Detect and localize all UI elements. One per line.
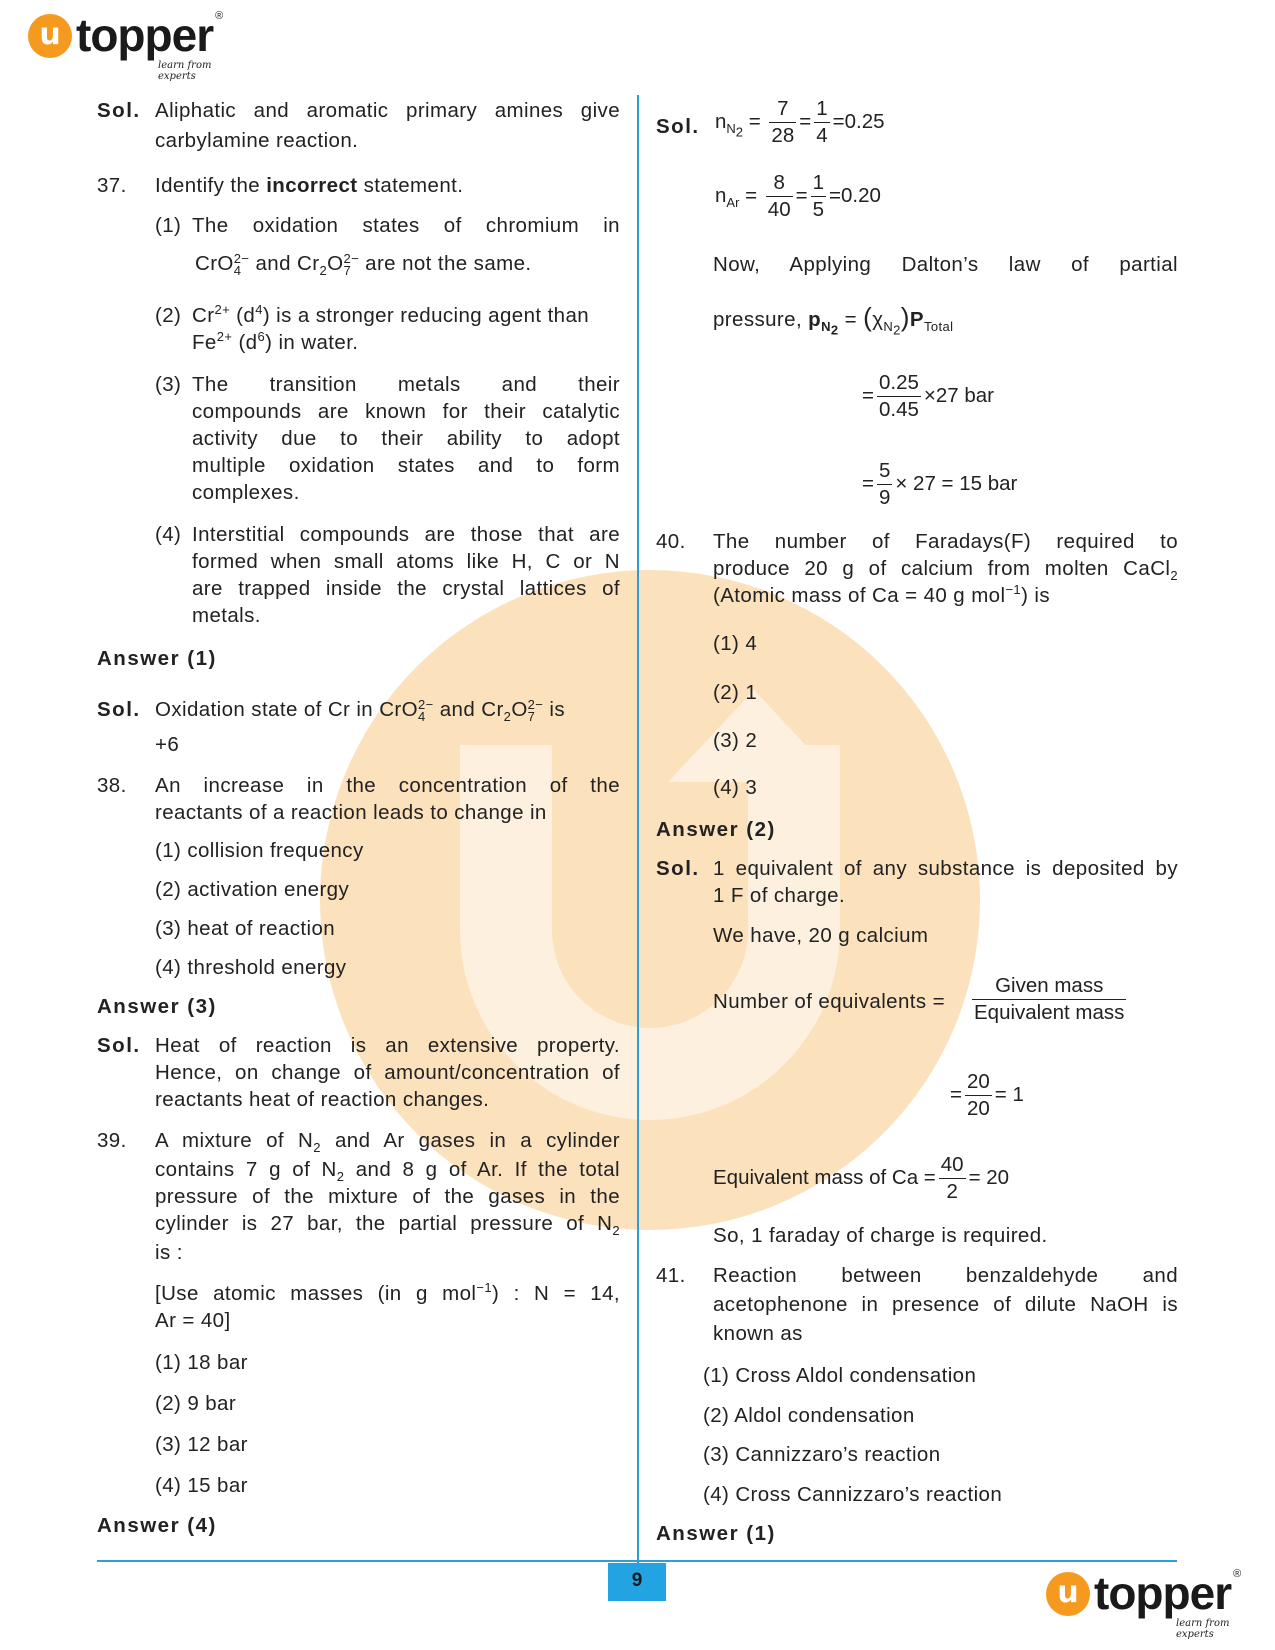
option-text: The transition metals and their — [192, 373, 620, 396]
question-hint: Ar = 40] — [155, 1309, 231, 1332]
option-text: (3) heat of reaction — [155, 917, 336, 940]
option-text: (3) 2 — [713, 729, 758, 752]
question-text: Identify the incorrect statement. — [155, 174, 464, 197]
sol-text: Now, Applying Dalton’s law of partial — [713, 253, 1178, 276]
sol-label: Sol. — [97, 1034, 141, 1057]
sol-text: We have, 20 g calcium — [713, 924, 929, 947]
math-line: $n_{Ar}$ = $\frac{8}{40}$ = $\frac{1}{5}$ =0.20 — [715, 171, 881, 221]
option-text: (4) Cross Cannizzaro’s reaction — [703, 1483, 1003, 1506]
question-text: known as — [713, 1322, 803, 1345]
sol-label: Sol. — [97, 99, 141, 122]
question-text: An increase in the concentration of the — [155, 774, 620, 797]
option-text: (1) collision frequency — [155, 839, 364, 862]
logo-u-icon: u — [1046, 1572, 1090, 1616]
question-number: 40. — [656, 530, 686, 553]
option-text: $Fe^{2+}$ $(d^6)$ in water. — [192, 329, 359, 354]
math-line: = $\frac{20}{20}$ = 1 — [950, 1070, 1024, 1120]
option-text: compounds are known for their catalytic — [192, 400, 620, 423]
question-number: 39. — [97, 1129, 127, 1152]
question-text: A mixture of $N_2$ and Ar gases in a cylinder — [155, 1129, 620, 1156]
sol-text: reactants heat of reaction changes. — [155, 1088, 490, 1111]
option-number: (3) — [155, 373, 182, 396]
answer-label: Answer (3) — [97, 995, 217, 1018]
page-number: 9 — [608, 1563, 666, 1601]
math-line: = $\frac{5}{9}$ × 27 = 15 bar — [862, 459, 1018, 509]
option-text: (2) activation energy — [155, 878, 350, 901]
sol-text: carbylamine reaction. — [155, 129, 359, 152]
sol-text: So, 1 faraday of charge is required. — [713, 1224, 1048, 1247]
option-text: The oxidation states of chromium in — [192, 214, 620, 237]
question-number: 38. — [97, 774, 127, 797]
brand-logo-top[interactable] — [28, 9, 224, 82]
sol-text: Aliphatic and aromatic primary amines give — [155, 99, 620, 122]
option-text: (4) 15 bar — [155, 1474, 248, 1497]
brand-logo-bottom[interactable] — [1046, 1567, 1242, 1640]
column-divider — [637, 95, 639, 1565]
option-text: (2) 9 bar — [155, 1392, 237, 1415]
option-text: (4) threshold energy — [155, 956, 347, 979]
sol-text: +6 — [155, 733, 180, 756]
question-text: is : — [155, 1241, 183, 1264]
math-line: = $\frac{0.25}{0.45}$ ×27 bar — [862, 371, 994, 421]
sol-text: Heat of reaction is an extensive property. — [155, 1034, 620, 1057]
option-number: (4) — [155, 523, 182, 546]
option-text: (4) 3 — [713, 776, 758, 799]
sol-label: Sol. — [97, 698, 141, 721]
question-text: acetophenone in presence of dilute NaOH is — [713, 1293, 1178, 1316]
question-text: produce 20 g of calcium from molten CaCl$_2$ — [713, 557, 1178, 584]
fraction-given-over-equivalent: $\frac{\text{Given mass}}{\text{Equivalent mass}}$ — [974, 974, 1125, 1024]
equation-label: Number of equivalents = — [713, 990, 945, 1013]
math-line: $n_{N_2}$ = $\frac{7}{28}$ = $\frac{1}{4}$ =0.25 — [715, 97, 885, 147]
question-number: 41. — [656, 1264, 686, 1287]
option-text: (1) 4 — [713, 632, 758, 655]
sol-label: Sol. — [656, 857, 700, 880]
option-text: metals. — [192, 604, 261, 627]
option-text: (2) Aldol condensation — [703, 1404, 915, 1427]
question-text: (Atomic mass of Ca = 40 g mol$^{-1}$) is — [713, 582, 1050, 607]
question-text: Reaction between benzaldehyde and — [713, 1264, 1178, 1287]
option-text: Interstitial compounds are those that are — [192, 523, 620, 546]
option-text: (1) Cross Aldol condensation — [703, 1364, 977, 1387]
sol-text: pressure, $p_{N_2} = (\chi_{N_2})P_{Total}$ — [713, 302, 954, 338]
option-text: $Cr^{2+}$ $(d^4)$ is a stronger reducing agent than — [192, 302, 590, 327]
answer-label: Answer (1) — [656, 1522, 776, 1545]
logo-wordmark: topper — [76, 9, 214, 61]
option-text: multiple oxidation states and to form — [192, 454, 620, 477]
option-text: complexes. — [192, 481, 300, 504]
footer-rule — [97, 1560, 1177, 1562]
math-line: Equivalent mass of Ca = $\frac{40}{2}$ = 20 — [713, 1153, 1010, 1203]
logo-tagline: learn from experts — [1176, 1618, 1230, 1640]
answer-label: Answer (1) — [97, 647, 217, 670]
sol-text: 1 equivalent of any substance is deposited by — [713, 857, 1178, 880]
option-text: (2) 1 — [713, 681, 758, 704]
option-text: (3) Cannizzaro’s reaction — [703, 1443, 941, 1466]
option-text: activity due to their ability to adopt — [192, 427, 620, 450]
registered-mark: ® — [1233, 1568, 1242, 1580]
option-number: (2) — [155, 304, 182, 327]
question-text: The number of Faradays(F) required to — [713, 530, 1178, 553]
registered-mark: ® — [215, 10, 224, 22]
question-hint: [Use atomic masses (in g mol$^{-1}$) : N = 14, — [155, 1280, 620, 1305]
option-text: formed when small atoms like H, C or N — [192, 550, 620, 573]
option-number: (1) — [155, 214, 182, 237]
sol-text: Oxidation state of Cr in CrO 2− 4 and $Cr_2O$ 2− 7 is — [155, 696, 565, 725]
question-text: contains 7 g of $N_2$ and 8 g of Ar. If the total — [155, 1158, 620, 1185]
option-text: CrO 2− 4 and $Cr_2O$ 2− 7 are not the same. — [195, 250, 532, 279]
sol-label: Sol. — [656, 115, 700, 138]
sol-text: Hence, on change of amount/concentration of — [155, 1061, 620, 1084]
logo-u-icon: u — [28, 14, 72, 58]
logo-tagline: learn from experts — [158, 60, 212, 82]
question-text: pressure of the mixture of the gases in the — [155, 1185, 620, 1208]
sol-text: 1 F of charge. — [713, 884, 846, 907]
option-text: (1) 18 bar — [155, 1351, 248, 1374]
question-text: reactants of a reaction leads to change in — [155, 801, 547, 824]
logo-wordmark: topper — [1094, 1567, 1232, 1619]
question-number: 37. — [97, 174, 127, 197]
question-text: cylinder is 27 bar, the partial pressure of $N_2$ — [155, 1212, 620, 1239]
answer-label: Answer (4) — [97, 1514, 217, 1537]
answer-label: Answer (2) — [656, 818, 776, 841]
option-text: are trapped inside the crystal lattices of — [192, 577, 620, 600]
option-text: (3) 12 bar — [155, 1433, 248, 1456]
